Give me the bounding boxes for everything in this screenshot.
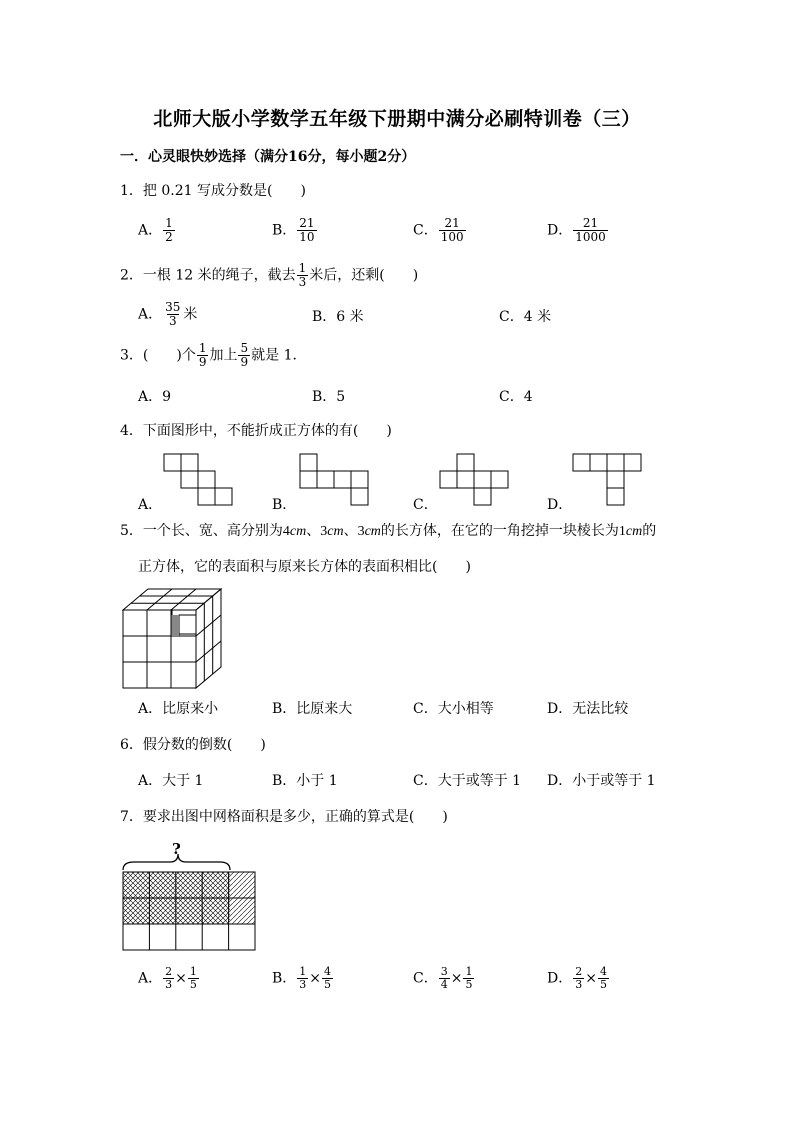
cube-net-b — [296, 452, 376, 508]
q7-option-a[interactable]: A． $\frac{2}{3}$ × $\frac{1}{5}$ — [138, 965, 197, 991]
fraction: $\frac{4}{5}$ — [324, 965, 332, 991]
q1-option-c[interactable]: C． $\frac{21}{100}$ — [413, 216, 464, 244]
q4-option-b[interactable]: B． — [272, 497, 297, 513]
fraction: $\frac{1}{5}$ — [189, 965, 197, 991]
q7-option-d[interactable]: D． $\frac{2}{3}$ × $\frac{4}{5}$ — [547, 965, 607, 991]
q1-option-d[interactable]: D． $\frac{21}{1000}$ — [547, 216, 606, 244]
fraction: $\frac{21}{100}$ — [440, 216, 464, 244]
fraction: $\frac{1}{3}$ — [298, 261, 307, 289]
question-5-stem-line2: 正方体，它的表面积与原来长方体的表面积相比( ) — [138, 559, 471, 575]
q5-option-b[interactable]: B．比原来大 — [272, 701, 353, 717]
q7-option-c[interactable]: C． $\frac{3}{4}$ × $\frac{1}{5}$ — [413, 965, 473, 991]
q6-option-c[interactable]: C．大于或等于 1 — [413, 773, 522, 789]
q6-option-d[interactable]: D．小于或等于 1 — [547, 773, 656, 789]
q1-option-b[interactable]: B． $\frac{21}{10}$ — [272, 216, 315, 244]
question-2-stem: 2．一根 12 米的绳子，截去 $\frac{1}{3}$ 米后，还剩( ) — [120, 261, 419, 289]
q2-option-b[interactable]: B．6 米 — [312, 309, 364, 325]
grid-figure — [118, 838, 262, 954]
fraction: $\frac{1}{5}$ — [465, 965, 473, 991]
q2-option-a[interactable]: A． $\frac{35}{3}$ 米 — [138, 300, 198, 328]
fraction: $\frac{3}{4}$ — [440, 965, 448, 991]
fraction: $\frac{1}{2}$ — [165, 216, 173, 244]
fraction: $\frac{21}{10}$ — [299, 216, 315, 244]
fraction: $\frac{35}{3}$ — [165, 300, 181, 328]
question-4-stem: 4．下面图形中，不能折成正方体的有( ) — [120, 423, 392, 439]
fraction: $\frac{5}{9}$ — [240, 341, 249, 369]
q4-option-a[interactable]: A． — [138, 497, 163, 513]
q3-option-c[interactable]: C．4 — [499, 389, 533, 405]
q6-option-a[interactable]: A．大于 1 — [138, 773, 204, 789]
question-1-stem: 1．把 0.21 写成分数是( ) — [120, 183, 306, 199]
cube-net-c — [436, 452, 516, 508]
q3-option-a[interactable]: A．9 — [138, 389, 172, 405]
question-3-stem: 3．( )个 $\frac{1}{9}$ 加上 $\frac{5}{9}$ 就是 1． — [120, 341, 307, 369]
page-title: 北师大版小学数学五年级下册期中满分必刷特训卷（三） — [153, 108, 641, 130]
q7-option-b[interactable]: B． $\frac{1}{3}$ × $\frac{4}{5}$ — [272, 965, 332, 991]
q5-option-d[interactable]: D．无法比较 — [547, 701, 629, 717]
cube-net-d — [570, 452, 650, 508]
q3-option-b[interactable]: B．5 — [312, 389, 346, 405]
fraction: $\frac{1}{9}$ — [198, 341, 207, 369]
q5-option-c[interactable]: C．大小相等 — [413, 701, 494, 717]
fraction: $\frac{2}{3}$ — [165, 965, 173, 991]
question-7-stem: 7．要求出图中网格面积是多少，正确的算式是( ) — [120, 809, 448, 825]
fraction: $\frac{4}{5}$ — [599, 965, 607, 991]
q5-option-a[interactable]: A．比原来小 — [138, 701, 219, 717]
section-heading: 一．心灵眼快妙选择（满分16分，每小题2分） — [120, 149, 416, 165]
fraction: $\frac{2}{3}$ — [575, 965, 583, 991]
fraction: $\frac{1}{3}$ — [299, 965, 307, 991]
q1-option-a[interactable]: A． $\frac{1}{2}$ — [138, 216, 173, 244]
fraction: $\frac{21}{1000}$ — [575, 216, 606, 244]
question-6-stem: 6．假分数的倒数( ) — [120, 737, 266, 753]
q6-option-b[interactable]: B．小于 1 — [272, 773, 338, 789]
cube-net-a — [160, 452, 240, 508]
q2-option-c[interactable]: C．4 米 — [499, 309, 552, 325]
brace-label: ? — [172, 840, 181, 858]
q4-option-d[interactable]: D． — [547, 497, 573, 513]
question-5-stem-line1: 5．一个长、宽、高分别为4cm、3cm、3cm的长方体，在它的一角挖掉一块棱长为1cm的 — [120, 523, 657, 539]
cuboid-figure — [118, 584, 228, 692]
q4-option-c[interactable]: C． — [413, 497, 438, 513]
